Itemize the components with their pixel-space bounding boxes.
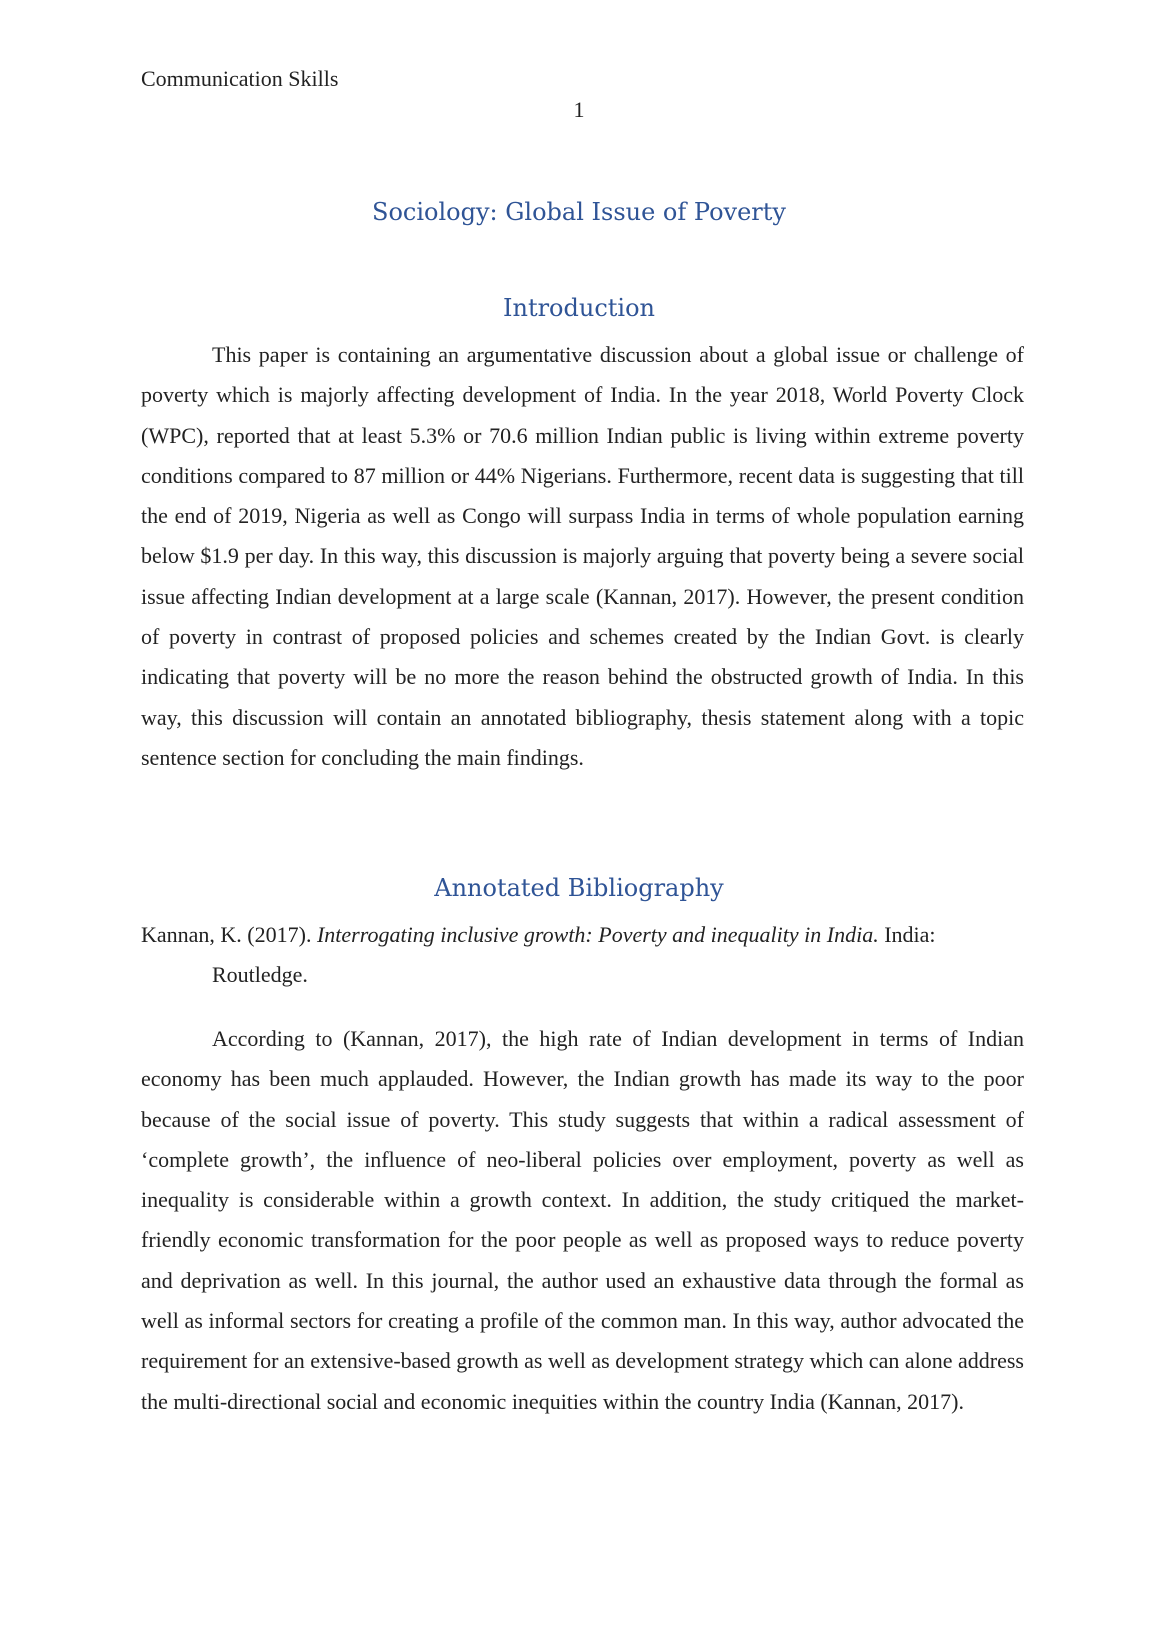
introduction-heading: Introduction <box>503 294 655 322</box>
introduction-paragraph: This paper is containing an argumentative discussion about a global issue or challenge of poverty which is majorly affecting development of India. In the year 2018, World Poverty Clock (WPC), reported that at least 5.3% or 70.6 million Indian public is living within extreme poverty conditions compared to 87 million or 44% Nigerians. Furthermore, recent data is suggesting that till the end of 2019, Nigeria as well as Congo will surpass India in terms of whole population earning below $1.9 per day. In this way, this discussion is majorly arguing that poverty being a severe social issue affecting Indian development at a large scale (Kannan, 2017). However, the present condition of poverty in contrast of proposed policies and schemes created by the Indian Govt. is clearly indicating that poverty will be no more the reason behind the obstructed growth of India. In this way, this discussion will contain an annotated bibliography, thesis statement along with a topic sentence section for concluding the main findings. <box>141 342 1024 770</box>
running-head: Communication Skills <box>141 66 339 91</box>
annotated-bibliography-heading: Annotated Bibliography <box>434 874 724 902</box>
citation-title: Interrogating inclusive growth: Poverty and inequality in India. <box>316 922 879 947</box>
document-title: Sociology: Global Issue of Poverty <box>372 198 786 226</box>
annotation-paragraph: According to (Kannan, 2017), the high rate of Indian development in terms of Indian economy has been much applauded. However, the Indian growth has made its way to the poor because of the social issue of poverty. This study suggests that within a radical assessment of ‘complete growth’, the influence of neo-liberal policies over employment, poverty as well as inequality is considerable within a growth context. In addition, the study critiqued the market-friendly economic transformation for the poor people as well as proposed ways to reduce poverty and deprivation as well. In this journal, the author used an exhaustive data through the formal as well as informal sectors for creating a profile of the common man. In this way, author advocated the requirement for an extensive-based growth as well as development strategy which can alone address the multi-directional social and economic inequities within the country India (Kannan, 2017). <box>141 1026 1024 1414</box>
citation-authors-year: Kannan, K. (2017). <box>141 922 317 947</box>
page-number: 1 <box>573 97 585 122</box>
citation-publisher: India: Routledge. <box>212 922 936 988</box>
bibliography-citation <box>141 915 1024 996</box>
